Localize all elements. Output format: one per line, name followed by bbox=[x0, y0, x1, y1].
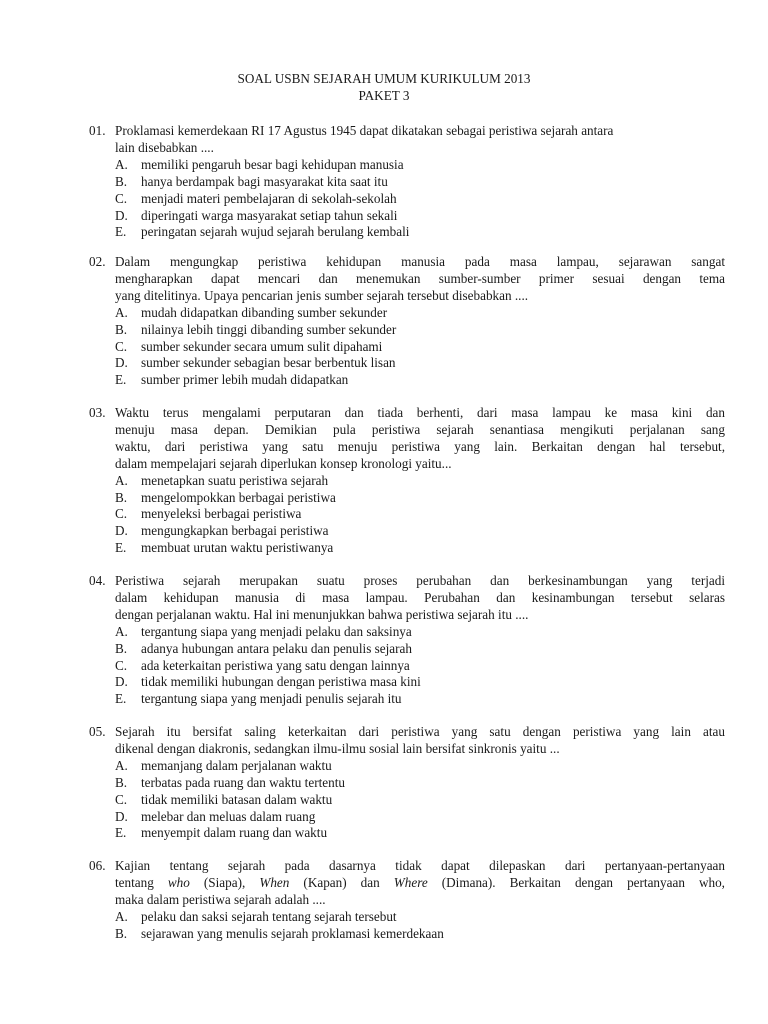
option-label: B. bbox=[115, 925, 128, 941]
option-text: ada keterkaitan peristiwa yang satu dengan lainnya bbox=[141, 657, 410, 673]
option-text: mudah didapatkan dibanding sumber sekunder bbox=[141, 304, 388, 320]
answer-option[interactable] bbox=[89, 208, 725, 225]
option-label: A. bbox=[115, 472, 128, 488]
option-label: A. bbox=[115, 908, 128, 924]
option-label: E. bbox=[115, 372, 127, 388]
option-text: memanjang dalam perjalanan waktu bbox=[141, 757, 332, 773]
question-text-line: waktu, dari peristiwa yang satu menuju peristiwa yang lain. Berkaitan dengan hal tersebut, bbox=[115, 438, 725, 454]
option-label: A. bbox=[115, 757, 128, 773]
option-label: D. bbox=[115, 674, 128, 690]
question-number: 05. bbox=[89, 724, 106, 739]
option-text: membuat urutan waktu peristiwanya bbox=[141, 540, 334, 556]
question-text-line: Dalam mengungkap peristiwa kehidupan manusia pada masa lampau, sejarawan sangat bbox=[115, 254, 725, 269]
question-text-line: Waktu terus mengalami perputaran dan tiada berhenti, dari masa lampau ke masa kini dan bbox=[115, 405, 725, 420]
option-text: mengelompokkan berbagai peristiwa bbox=[141, 489, 336, 505]
answer-option[interactable] bbox=[89, 157, 725, 174]
question-text-line: dengan perjalanan waktu. Hal ini menunjukkan bahwa peristiwa sejarah itu .... bbox=[115, 606, 529, 622]
question-03 bbox=[89, 405, 725, 557]
answer-option[interactable] bbox=[89, 658, 725, 675]
option-label: C. bbox=[115, 506, 128, 522]
answer-option[interactable] bbox=[89, 909, 725, 926]
answer-option[interactable] bbox=[89, 506, 725, 523]
italic-term: When bbox=[259, 874, 290, 890]
question-text-line: Sejarah itu bersifat saling keterkaitan dari peristiwa yang satu dengan peristiwa yang lain atau bbox=[115, 724, 725, 739]
option-text: memiliki pengaruh besar bagi kehidupan manusia bbox=[141, 156, 404, 172]
answer-option[interactable] bbox=[89, 372, 725, 389]
answer-option[interactable] bbox=[89, 523, 725, 540]
answer-option[interactable] bbox=[89, 674, 725, 691]
option-label: C. bbox=[115, 657, 128, 673]
option-label: D. bbox=[115, 355, 128, 371]
answer-options bbox=[89, 624, 725, 709]
question-text-line: Proklamasi kemerdekaan RI 17 Agustus 1945 dapat dikatakan sebagai peristiwa sejarah antara bbox=[115, 123, 614, 138]
answer-option[interactable] bbox=[89, 641, 725, 658]
question-text-line: yang ditelitinya. Upaya pencarian jenis sumber sejarah tersebut disebabkan .... bbox=[115, 287, 529, 303]
answer-option[interactable] bbox=[89, 540, 725, 557]
option-text: pelaku dan saksi sejarah tentang sejarah tersebut bbox=[141, 908, 397, 924]
option-text: diperingati warga masyarakat setiap tahun sekali bbox=[141, 207, 398, 223]
question-text bbox=[115, 405, 725, 473]
answer-option[interactable] bbox=[89, 224, 725, 241]
answer-option[interactable] bbox=[89, 490, 725, 507]
option-text: menjadi materi pembelajaran di sekolah-sekolah bbox=[141, 190, 397, 206]
question-text-line: maka dalam peristiwa sejarah adalah .... bbox=[115, 891, 326, 907]
question-text-line: dikenal dengan diakronis, sedangkan ilmu-ilmu sosial lain bersifat sinkronis yaitu ... bbox=[115, 740, 560, 756]
question-text-line: lain disebabkan .... bbox=[115, 139, 214, 155]
answer-option[interactable] bbox=[89, 339, 725, 356]
option-label: B. bbox=[115, 774, 128, 790]
option-text: tergantung siapa yang menjadi pelaku dan saksinya bbox=[141, 623, 412, 639]
option-text: melebar dan meluas dalam ruang bbox=[141, 808, 316, 824]
option-text: nilainya lebih tinggi dibanding sumber sekunder bbox=[141, 321, 397, 337]
question-text-line: menuju masa depan. Demikian pula peristiwa sejarah senantiasa mengikuti perjalanan sang bbox=[115, 421, 725, 437]
question-text-line: dalam mempelajari sejarah diperlukan konsep kronologi yaitu... bbox=[115, 455, 452, 471]
question-text bbox=[115, 858, 725, 909]
option-label: D. bbox=[115, 207, 128, 223]
option-text: tergantung siapa yang menjadi penulis sejarah itu bbox=[141, 691, 402, 707]
option-label: C. bbox=[115, 791, 128, 807]
option-label: E. bbox=[115, 540, 127, 556]
answer-option[interactable] bbox=[89, 624, 725, 641]
question-02 bbox=[89, 254, 725, 389]
option-label: A. bbox=[115, 304, 128, 320]
answer-option[interactable] bbox=[89, 473, 725, 490]
option-label: B. bbox=[115, 489, 128, 505]
option-text: hanya berdampak bagi masyarakat kita saat itu bbox=[141, 173, 388, 189]
option-label: B. bbox=[115, 640, 128, 656]
document-subtitle: PAKET 3 bbox=[358, 88, 410, 103]
document-title: SOAL USBN SEJARAH UMUM KURIKULUM 2013 bbox=[237, 71, 531, 86]
italic-term: who bbox=[167, 874, 190, 890]
option-text: terbatas pada ruang dan waktu tertentu bbox=[141, 774, 345, 790]
question-text bbox=[115, 573, 725, 624]
option-text: mengungkapkan berbagai peristiwa bbox=[141, 523, 329, 539]
question-text-line: Peristiwa sejarah merupakan suatu proses perubahan dan berkesinambungan yang terjadi bbox=[115, 573, 725, 588]
question-text bbox=[115, 254, 725, 305]
option-text: sumber sekunder sebagian besar berbentuk lisan bbox=[141, 355, 396, 371]
option-text: adanya hubungan antara pelaku dan penulis sejarah bbox=[141, 640, 412, 656]
question-text-line: mengharapkan dapat mencari dan menemukan sumber-sumber primer sesuai dengan tema bbox=[115, 270, 725, 286]
option-label: E. bbox=[115, 825, 127, 841]
option-label: D. bbox=[115, 523, 128, 539]
option-label: B. bbox=[115, 173, 128, 189]
option-text: menyeleksi berbagai peristiwa bbox=[141, 506, 302, 522]
answer-option[interactable] bbox=[89, 825, 725, 842]
answer-option[interactable] bbox=[89, 758, 725, 775]
question-text-line: dalam kehidupan manusia di masa lampau. Perubahan dan kesinambungan tersebut selaras bbox=[115, 589, 725, 605]
answer-option[interactable] bbox=[89, 305, 725, 322]
option-label: A. bbox=[115, 623, 128, 639]
question-06 bbox=[89, 858, 725, 943]
option-text: sejarawan yang menulis sejarah proklamasi kemerdekaan bbox=[141, 925, 444, 941]
answer-option[interactable] bbox=[89, 191, 725, 208]
answer-option[interactable] bbox=[89, 775, 725, 792]
option-label: C. bbox=[115, 338, 128, 354]
question-text bbox=[115, 123, 725, 157]
option-label: B. bbox=[115, 321, 128, 337]
answer-options bbox=[89, 473, 725, 558]
answer-option[interactable] bbox=[89, 322, 725, 339]
answer-option[interactable] bbox=[89, 355, 725, 372]
answer-option[interactable] bbox=[89, 792, 725, 809]
question-04 bbox=[89, 573, 725, 708]
option-label: E. bbox=[115, 691, 127, 707]
answer-option[interactable] bbox=[89, 691, 725, 708]
question-number: 01. bbox=[89, 123, 106, 138]
question-number: 03. bbox=[89, 405, 106, 420]
option-label: D. bbox=[115, 808, 128, 824]
option-text: tidak memiliki batasan dalam waktu bbox=[141, 791, 333, 807]
option-text: sumber sekunder secara umum sulit dipahami bbox=[141, 338, 383, 354]
question-01 bbox=[89, 123, 725, 241]
answer-options bbox=[89, 157, 725, 242]
option-text: peringatan sejarah wujud sejarah berulang kembali bbox=[141, 224, 410, 240]
question-text bbox=[115, 724, 725, 758]
question-text-line: tentang who (Siapa), When (Kapan) dan Where (Dimana). Berkaitan dengan pertanyaan who, bbox=[115, 874, 725, 890]
option-text: menetapkan suatu peristiwa sejarah bbox=[141, 472, 329, 488]
question-05 bbox=[89, 724, 725, 842]
option-text: tidak memiliki hubungan dengan peristiwa masa kini bbox=[141, 674, 421, 690]
answer-option[interactable] bbox=[89, 926, 725, 943]
option-label: C. bbox=[115, 190, 128, 206]
italic-term: Where bbox=[393, 874, 428, 890]
answer-option[interactable] bbox=[89, 809, 725, 826]
option-label: A. bbox=[115, 156, 128, 172]
answer-options bbox=[89, 909, 725, 943]
answer-option[interactable] bbox=[89, 174, 725, 191]
question-number: 02. bbox=[89, 254, 106, 269]
question-number: 04. bbox=[89, 573, 106, 588]
question-number: 06. bbox=[89, 858, 106, 873]
answer-options bbox=[89, 758, 725, 843]
option-text: sumber primer lebih mudah didapatkan bbox=[141, 372, 349, 388]
question-text-line: Kajian tentang sejarah pada dasarnya tidak dapat dilepaskan dari pertanyaan-pertanyaan bbox=[115, 858, 725, 873]
option-text: menyempit dalam ruang dan waktu bbox=[141, 825, 328, 841]
answer-options bbox=[89, 305, 725, 390]
option-label: E. bbox=[115, 224, 127, 240]
